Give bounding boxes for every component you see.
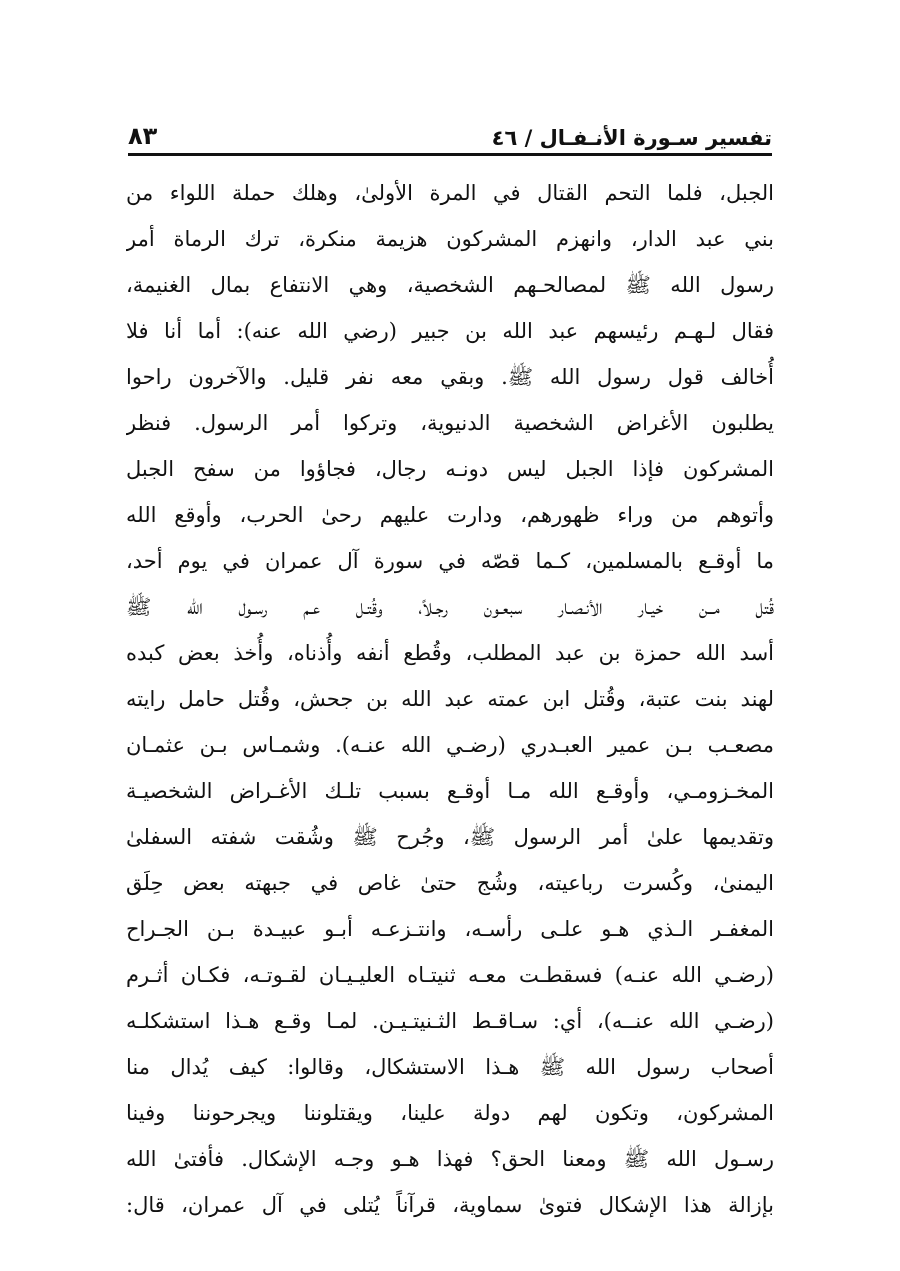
text-line: يطلبون الأغراض الشخصية الدنيوية، وتركوا أمر الرسول. فنظر	[126, 411, 774, 435]
text-line: بإزالة هذا الإشكال فتوىٰ سماوية، قرآناً يُتلى في آل عمران، قال:	[126, 1193, 774, 1217]
text-line: أصحاب رسول الله ﷺ هـذا الاستشكال، وقالوا: كيف يُدال منا	[126, 1055, 774, 1079]
text-line: المخـزومـي، وأوقـع الله مـا أوقـع بسبب تلـك الأغـراض الشخصيـة	[126, 779, 774, 803]
text-line: ما أوقـع بالمسلمين، كـما قصّه في سورة آل عمران في يوم أحد،	[126, 549, 774, 573]
text-line: (رضـي الله عنــه)، أي: سـاقـط الثـنيتـيـن. لمـا وقـع هـذا استشكلـه	[126, 1009, 774, 1033]
text-line: بني عبد الدار، وانهزم المشركون هزيمة منكرة، ترك الرماة أمر	[126, 227, 774, 251]
text-line: مصعـب بـن عمير العبـدري (رضـي الله عنـه). وشمـاس بـن عثمـان	[126, 733, 774, 757]
text-line: المغفـر الـذي هـو علـى رأسـه، وانتـزعـه أبـو عبيـدة بـن الجـراح	[126, 917, 774, 941]
text-line: اليمنىٰ، وكُسرت رباعيته، وشُج حتىٰ غاص في جبهته بعض حِلَق	[126, 871, 774, 895]
page-number: ٨٣	[128, 122, 158, 150]
text-line: رسـول الله ﷺ ومعنا الحق؟ فهذا هـو وجـه الإشكال. فأفتىٰ الله	[126, 1147, 774, 1171]
text-line: (رضـي الله عنـه) فسقطـت معـه ثنيتـاه العليـيـان لقـوتـه، فكـان أثـرم	[126, 963, 774, 987]
text-line: المشركون، وتكون لهم دولة علينا، ويقتلوننا ويجرحوننا وفينا	[126, 1101, 774, 1125]
text-line: أسد الله حمزة بن عبد المطلب، وقُطع أنفه وأُذناه، وأُخذ بعض كبده	[126, 641, 774, 665]
text-line: قُتل مــن خيـار الأنـصـار سبعـون رجـلاً، وقُتـل عـم رسـول الله ﷺ	[126, 595, 774, 619]
page-header	[128, 108, 772, 150]
body-text	[126, 170, 774, 1228]
text-line: المشركون فإذا الجبل ليس دونـه رجال، فجاؤوا من سفح الجبل	[126, 457, 774, 481]
text-line: وتقديمها علىٰ أمر الرسول ﷺ، وجُرح ﷺ وشُقت شفته السفلىٰ	[126, 825, 774, 849]
running-title: تفسير سـورة الأنـفـال / ٤٦	[491, 126, 772, 150]
text-line: رسول الله ﷺ لمصالحـهم الشخصية، وهي الانتفاع بمال الغنيمة،	[126, 273, 774, 297]
header-rule	[128, 153, 772, 156]
text-line: وأتوهم من وراء ظهورهم، ودارت عليهم رحىٰ الحرب، وأوقع الله	[126, 503, 774, 527]
text-line: لهند بنت عتبة، وقُتل ابن عمته عبد الله بن جحش، وقُتل حامل رايته	[126, 687, 774, 711]
text-line: أُخالف قول رسول الله ﷺ. وبقي معه نفر قليل. والآخرون راحوا	[126, 365, 774, 389]
text-line: فقال لـهـم رئيسهم عبد الله بن جبير (رضي الله عنه): أما أنا فلا	[126, 319, 774, 343]
text-line: الجبل، فلما التحم القتال في المرة الأولىٰ، وهلك حملة اللواء من	[126, 181, 774, 205]
